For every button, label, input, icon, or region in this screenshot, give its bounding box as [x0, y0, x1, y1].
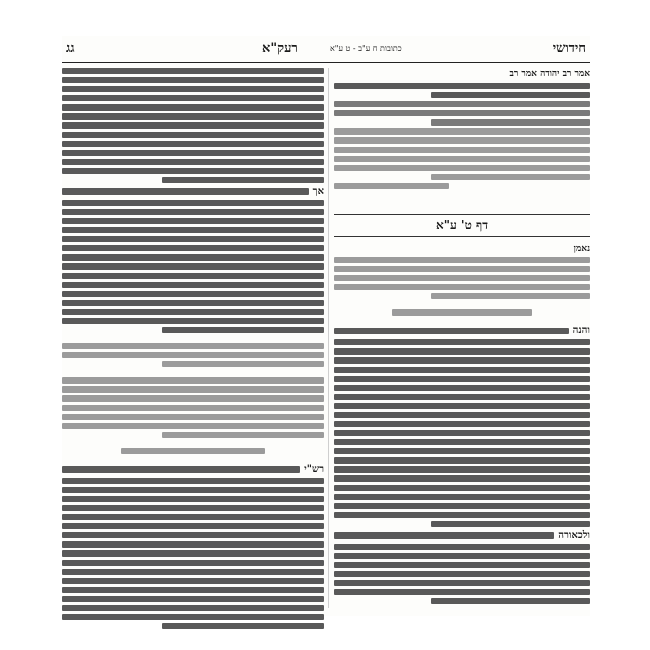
- left-column: [62, 68, 324, 632]
- column-divider: [328, 68, 329, 608]
- page-number: גג: [66, 41, 75, 56]
- keyword-rashi: רש"י: [304, 463, 324, 475]
- keyword-ach: אך: [312, 186, 324, 198]
- keyword-vehine: והנה: [572, 325, 590, 337]
- running-reference: כתובות ח ע"ב - ט ע"א: [330, 44, 402, 53]
- page-header: [62, 36, 590, 63]
- opening-line: אמר רב יהודה אמר רב: [509, 69, 590, 79]
- book-title: חידושי: [552, 41, 586, 56]
- keyword-velichora: ולכאורה: [558, 529, 590, 541]
- keyword-naman: נאמן: [573, 243, 590, 254]
- right-column: [334, 68, 590, 607]
- section-title: דף ט' ע"א: [334, 214, 590, 237]
- running-title: רעק"א: [262, 41, 298, 56]
- book-page: [62, 36, 590, 616]
